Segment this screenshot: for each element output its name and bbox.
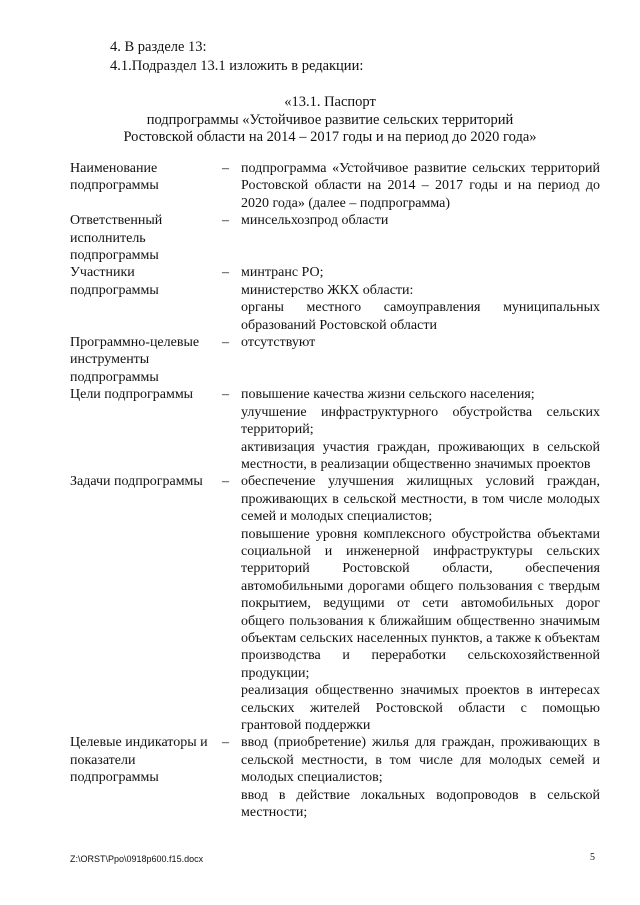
row-label: Целевые индикаторы и показатели подпрограммы — [70, 735, 208, 786]
row-value-paragraph: повышение качества жизни сельского населения; — [241, 387, 535, 403]
subsection-instruction: 4.1.Подраздел 13.1 изложить в редакции: — [110, 58, 364, 74]
row-value-paragraph: улучшение инфраструктурного обустройства сельских территорий; — [241, 404, 600, 438]
row-value-paragraph: обеспечение улучшения жилищных условий граждан, проживающих в сельской местности, в том числе молодых семей и молодых специалистов; — [241, 474, 600, 525]
row-dash: – — [222, 474, 229, 490]
row-label: Цели подпрограммы — [70, 387, 194, 403]
passport-row — [70, 160, 600, 212]
row-value-paragraph: отсутствуют — [241, 335, 316, 351]
passport-title-line-2: подпрограммы «Устойчивое развитие сельских территорий — [146, 111, 514, 128]
row-value — [241, 264, 600, 334]
passport-row — [70, 264, 600, 334]
row-value — [241, 160, 600, 212]
row-value-paragraph: подпрограмма «Устойчивое развитие сельских территорий Ростовской области на 2014 – 2017 годы и на период до 2020 года» (далее – подпрограмма) — [241, 161, 600, 211]
intro-block — [110, 38, 363, 76]
passport-title-line-1: «13.1. Паспорт — [284, 94, 376, 110]
row-dash: – — [222, 735, 229, 751]
passport-table — [70, 160, 600, 821]
row-value-paragraph: активизация участия граждан, проживающих в сельской местности, в реализации общественно значимых проектов — [241, 439, 600, 472]
row-value — [241, 212, 600, 264]
row-value-paragraph: минсельхозпрод области — [241, 213, 389, 229]
row-label: Ответственный исполнитель подпрограммы — [70, 213, 163, 264]
passport-row — [70, 386, 600, 473]
row-value-paragraph: реализация общественно значимых проектов в интересах сельских жителей Ростовской области с помощью грантовой поддержки — [241, 683, 600, 733]
row-value-paragraph: ввод в действие локальных водопроводов в сельской местности; — [241, 787, 600, 821]
section-heading: 4. В разделе 13: — [110, 39, 207, 55]
passport-title — [60, 94, 600, 147]
row-label: Наименование подпрограммы — [70, 161, 159, 194]
footer-file-path: Z:\ORST\Ppo\0918p600.f15.docx — [70, 854, 204, 864]
row-value-paragraph: органы местного самоуправления муниципальных образований Ростовской области — [241, 300, 600, 333]
row-value-paragraph: повышение уровня комплексного обустройства объектами социальной и инженерной инфраструктуры сельских территорий Ростовской области, обеспечения автомобильными дорогами общего пользования с твердым покрытием, ведущими от сети автомобильных дорог общего пользования к ближайшим общественно значимым объектам сельских населенных пунктов, а также к объектам производства и переработки сельскохозяйственной продукции; — [241, 526, 600, 681]
row-value — [241, 334, 600, 386]
row-dash: – — [222, 387, 229, 403]
passport-row — [70, 212, 600, 264]
passport-row — [70, 473, 600, 734]
row-label: Участники подпрограммы — [70, 265, 159, 298]
passport-row — [70, 334, 600, 386]
row-dash: – — [222, 335, 229, 351]
row-label: Задачи подпрограммы — [70, 474, 203, 490]
passport-row — [70, 734, 600, 821]
row-dash: – — [222, 265, 229, 281]
row-dash: – — [222, 161, 229, 176]
row-dash: – — [222, 213, 229, 229]
footer-page-number: 5 — [590, 852, 595, 863]
row-value-paragraph: минтранс РО; — [241, 265, 324, 281]
row-value — [241, 473, 600, 734]
row-value — [241, 386, 600, 473]
row-label: Программно-целевые инструменты подпрограммы — [70, 335, 200, 385]
row-value-paragraph: ввод (приобретение) жилья для граждан, проживающих в сельской местности, в том числе для молодых семей и молодых специалистов; — [241, 735, 600, 786]
passport-title-line-3: Ростовской области на 2014 – 2017 годы и на период до 2020 года» — [123, 129, 537, 145]
row-value — [241, 734, 600, 821]
row-value-paragraph: министерство ЖКХ области: — [241, 282, 414, 298]
